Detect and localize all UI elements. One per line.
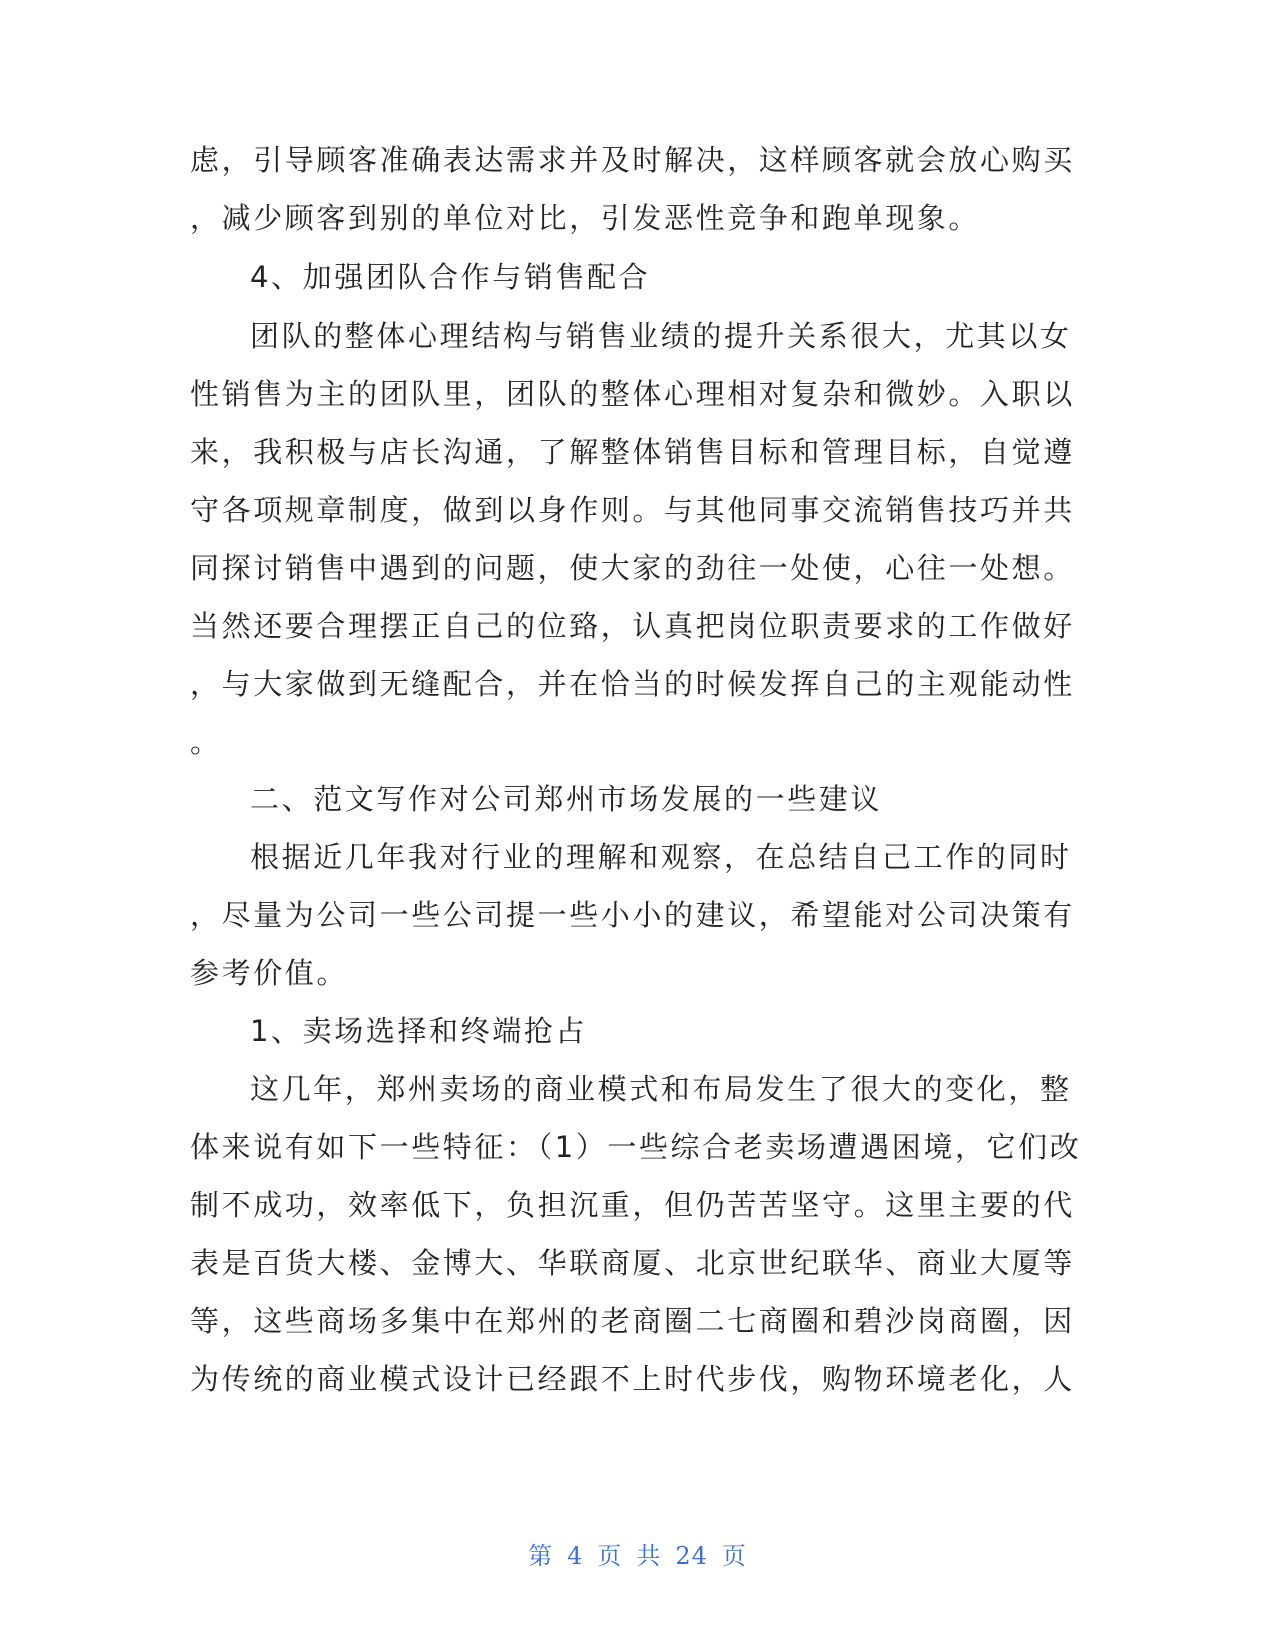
- text-line: 团队的整体心理结构与销售业绩的提升关系很大，尤其以女: [250, 319, 1072, 353]
- text-line: 。: [190, 725, 222, 759]
- text-line: 当然还要合理摆正自己的位臵，认真把岗位职责要求的工作做好: [190, 609, 1075, 643]
- text-line: 等，这些商场多集中在郑州的老商圈二七商圈和碧沙岗商圈，因: [190, 1304, 1075, 1338]
- text-line: 虑，引导顾客准确表达需求并及时解决，这样顾客就会放心购买: [190, 143, 1075, 177]
- text-line: 表是百货大楼、金博大、华联商厦、北京世纪联华、商业大厦等: [190, 1246, 1075, 1280]
- footer-current-page: 4: [567, 1542, 584, 1570]
- page-number-footer: [0, 1541, 1275, 1571]
- text-line: 根据近几年我对行业的理解和观察，在总结自己工作的同时: [250, 840, 1072, 874]
- text-line: 体来说有如下一些特征：（1）一些综合老卖场遭遇困境，它们改: [190, 1130, 1082, 1164]
- text-line: 性销售为主的团队里，团队的整体心理相对复杂和微妙。入职以: [190, 377, 1075, 411]
- footer-prefix: 第: [528, 1542, 554, 1570]
- footer-page-word: 页: [597, 1542, 623, 1570]
- text-line: ，与大家做到无缝配合，并在恰当的时候发挥自己的主观能动性: [190, 667, 1075, 701]
- text-line: 参考价值。: [190, 956, 349, 990]
- footer-suffix: 页: [721, 1542, 747, 1570]
- text-line: ，尽量为公司一些公司提一些小小的建议，希望能对公司决策有: [190, 898, 1075, 932]
- section-heading: 二、范文写作对公司郑州市场发展的一些建议: [250, 782, 883, 816]
- text-line: 这几年，郑州卖场的商业模式和布局发生了很大的变化，整: [250, 1072, 1072, 1106]
- text-line: 同探讨销售中遇到的问题，使大家的劲往一处使，心往一处想。: [190, 551, 1075, 585]
- text-line: ，减少顾客到别的单位对比，引发恶性竞争和跑单现象。: [190, 201, 981, 235]
- footer-total-word: 共: [636, 1542, 662, 1570]
- section-heading: 4、加强团队合作与销售配合: [250, 260, 651, 294]
- text-line: 来，我积极与店长沟通，了解整体销售目标和管理目标，自觉遵: [190, 435, 1075, 469]
- text-line: 守各项规章制度，做到以身作则。与其他同事交流销售技巧并共: [190, 493, 1075, 527]
- text-line: 为传统的商业模式设计已经跟不上时代步伐，购物环境老化，人: [190, 1362, 1075, 1396]
- text-line: 制不成功，效率低下，负担沉重，但仍苦苦坚守。这里主要的代: [190, 1188, 1075, 1222]
- section-heading: 1、卖场选择和终端抢占: [250, 1014, 588, 1048]
- footer-total-pages: 24: [675, 1542, 708, 1570]
